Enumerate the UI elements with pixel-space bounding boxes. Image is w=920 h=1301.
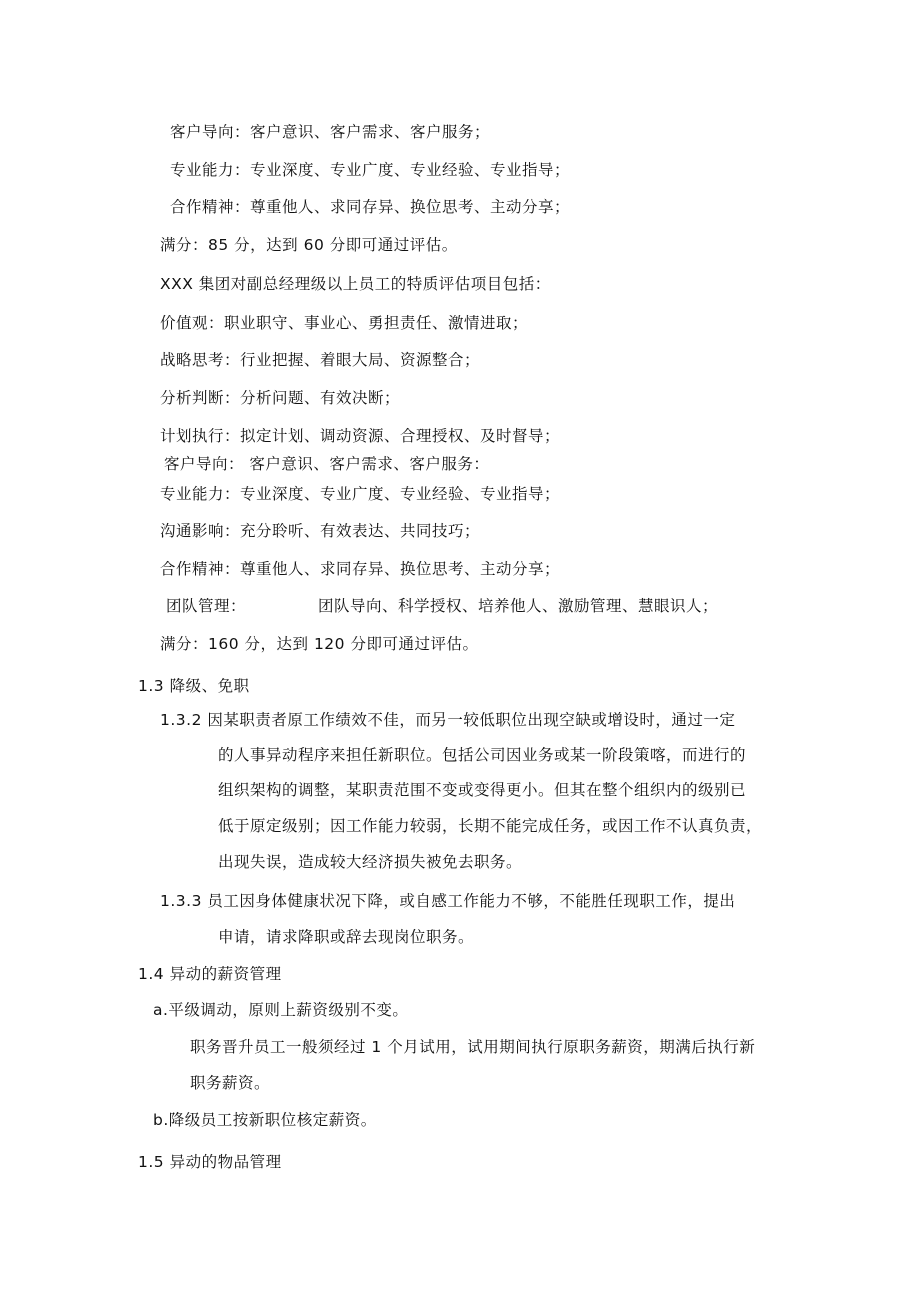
section-heading: 1.4 异动的薪资管理 — [138, 965, 282, 983]
text-line: 职务薪资。 — [190, 1074, 271, 1092]
text-line: a.平级调动，原则上薪资级别不变。 — [153, 1001, 409, 1019]
text-line: 分析判断：分析问题、有效决断； — [160, 389, 401, 407]
text-line: 客户导向： 客户意识、客户需求、客户服务： — [164, 455, 490, 473]
text-label: 团队管理： — [166, 597, 247, 615]
section-heading: 1.5 异动的物品管理 — [138, 1153, 282, 1171]
text-line: 的人事异动程序来担任新职位。包括公司因业务或某一阶段策喀，而进行的 — [218, 746, 747, 764]
text-line: 专业能力：专业深度、专业广度、专业经验、专业指导； — [170, 161, 571, 179]
text-line: 满分：85 分，达到 60 分即可通过评估。 — [160, 236, 458, 254]
text-line: 合作精神：尊重他人、求同存异、换位思考、主动分享； — [160, 560, 561, 578]
text-line: 出现失误，造成较大经济损失被免去职务。 — [218, 853, 523, 871]
text-line: 价值观：职业职守、事业心、勇担责任、激情进取； — [160, 314, 529, 332]
text-line: 计划执行：拟定计划、调动资源、合理授权、及时督导； — [160, 427, 561, 445]
text-line: 战略思考：行业把握、着眼大局、资源整合； — [160, 351, 481, 369]
text-line: 职务晋升员工一般须经过 1 个月试用，试用期间执行原职务薪资，期满后执行新 — [190, 1038, 756, 1056]
text-line: 1.3.3 员工因身体健康状况下降，或自感工作能力不够，不能胜任现职工作，提出 — [160, 892, 736, 910]
text-line: 合作精神：尊重他人、求同存异、换位思考、主动分享； — [170, 198, 571, 216]
section-heading: 1.3 降级、免职 — [138, 677, 250, 695]
text-line: 沟通影响：充分聆听、有效表达、共同技巧； — [160, 522, 481, 540]
text-line: 客户导向：客户意识、客户需求、客户服务； — [170, 123, 491, 141]
text-value: 团队导向、科学授权、培养他人、激励管理、慧眼识人； — [318, 597, 719, 615]
text-line: 满分：160 分，达到 120 分即可通过评估。 — [160, 635, 479, 653]
text-line: 组织架构的调整，某职责范围不变或变得更小。但其在整个组织内的级别已 — [218, 781, 747, 799]
text-line: 低于原定级别；因工作能力较弱，长期不能完成任务，或因工作不认真负责， — [218, 817, 763, 835]
text-line — [166, 596, 718, 616]
text-line: XXX 集团对副总经理级以上员工的特质评估项目包括： — [160, 275, 551, 293]
text-line: 申请，请求降职或辞去现岗位职务。 — [218, 928, 475, 946]
text-line: b.降级员工按新职位核定薪资。 — [153, 1111, 377, 1129]
text-line: 1.3.2 因某职责者原工作绩效不佳，而另一较低职位出现空缺或增设时，通过一定 — [160, 711, 736, 729]
text-line: 专业能力：专业深度、专业广度、专业经验、专业指导； — [160, 485, 561, 503]
